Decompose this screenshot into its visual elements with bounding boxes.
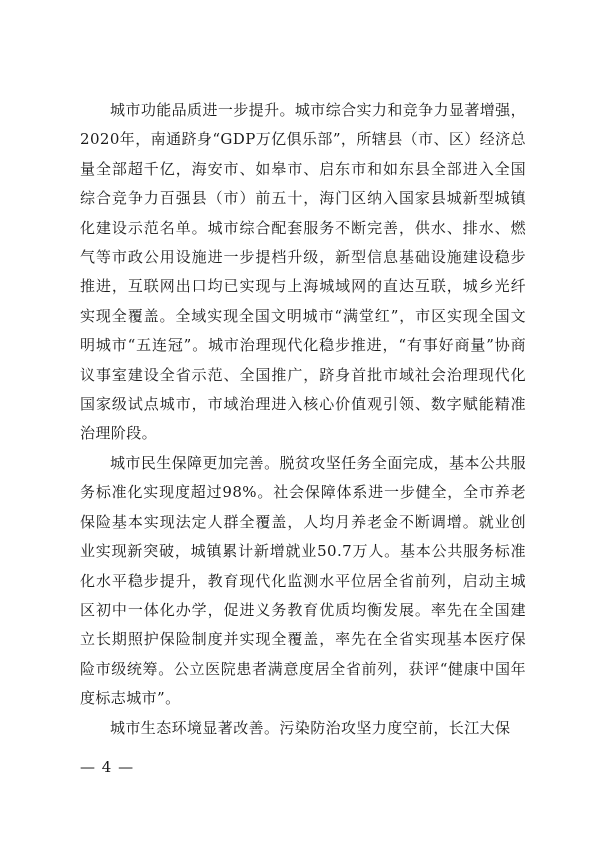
paragraph-livelihood: 城市民生保障更加完善。脱贫攻坚任务全面完成，基本公共服务标准化实现度超过98%。社会保障体系进一步健全，全市养老保险基本实现法定人群全覆盖，人均月养老金不断调增。就业创业实现新突破，城镇累计新增就业50.7万人。基本公共服务标准化水平稳步提升，教育现代化监测水平位居全省前列，启动主城区初中一体化办学，促进义务教育优质均衡发展。率先在全国建立长期照护保险制度并实现全覆盖，率先在全省实现基本医疗保险市级统筹。公立医院患者满意度居全省前列，获评“健康中国年度标志城市”。 [80,453,526,708]
body-text [80,96,526,743]
paragraph-urban-function: 城市功能品质进一步提升。城市综合实力和竞争力显著增强，2020年，南通跻身“GDP万亿俱乐部”，所辖县（市、区）经济总量全部超千亿，海安市、如皋市、启东市和如东县全部进入全国综合竞争力百强县（市）前五十，海门区纳入国家县城新型城镇化建设示范名单。城市综合配套服务不断完善，供水、排水、燃气等市政公用设施进一步提档升级，新型信息基础设施建设稳步推进，互联网出口均已实现与上海城域网的直达互联，城乡光纤实现全覆盖。全域实现全国文明城市“满堂红”，市区实现全国文明城市“五连冠”。城市治理现代化稳步推进，“有事好商量”协商议事室建设全省示范、全国推广，跻身首批市域社会治理现代化国家级试点城市，市域治理进入核心价值观引领、数字赋能精准治理阶段。 [80,101,526,443]
paragraph-ecology: 城市生态环境显著改善。污染防治攻坚力度空前，长江大保 [110,718,511,737]
page-number: — 4 — [80,758,135,776]
